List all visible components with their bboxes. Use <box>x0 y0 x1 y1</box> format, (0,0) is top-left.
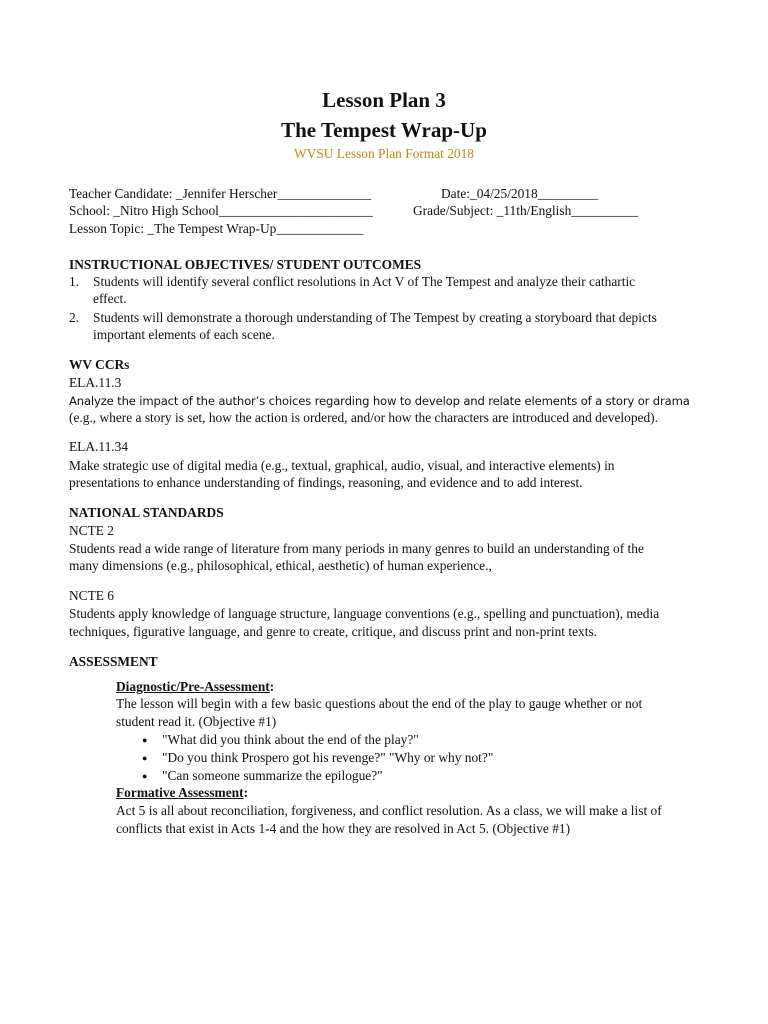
bullet-icon: ● <box>142 753 148 763</box>
standard-text: techniques, figurative language, and genre to create, critique, and discuss print and non-print texts. <box>69 624 598 639</box>
diagnostic-text: student read it. (Objective #1) <box>116 714 277 729</box>
objective-text: Students will identify several conflict resolutions in Act V of The Tempest and analyze their cathartic <box>93 274 636 289</box>
formative-text: Act 5 is all about reconciliation, forgiveness, and conflict resolution. As a class, we will make a list of <box>116 803 662 818</box>
lesson-date: Date:_04/25/2018_________ <box>441 186 598 201</box>
national-standards-heading: NATIONAL STANDARDS <box>69 505 224 520</box>
grade-subject: Grade/Subject: _11th/English__________ <box>413 203 639 218</box>
standard-text: Students read a wide range of literature from many periods in many genres to build an understanding of the <box>69 541 644 556</box>
school: School: _Nitro High School_______________________ <box>69 203 373 218</box>
assessment-heading: ASSESSMENT <box>69 654 158 669</box>
question-item: "What did you think about the end of the play?" <box>162 732 419 747</box>
objective-number: 2. <box>69 310 80 325</box>
teacher-candidate: Teacher Candidate: _Jennifer Herscher______________ <box>69 186 372 201</box>
format-note: WVSU Lesson Plan Format 2018 <box>293 146 475 161</box>
question-item: "Do you think Prospero got his revenge?" "Why or why not?" <box>162 750 494 765</box>
question-item: "Can someone summarize the epilogue?" <box>162 768 383 783</box>
objective-text: effect. <box>93 291 127 306</box>
formative-label <box>116 784 248 802</box>
standard-text: presentations to enhance understanding of findings, reasoning, and evidence and to add interest. <box>69 475 583 490</box>
objective-text: important elements of each scene. <box>93 327 275 342</box>
wv-ccrs-heading: WV CCRs <box>69 357 130 372</box>
diagnostic-label-text: Diagnostic/Pre-Assessment <box>116 679 270 694</box>
standard-text: Students apply knowledge of language structure, language conventions (e.g., spelling and punctuation), media <box>69 606 660 621</box>
formative-label-colon: : <box>243 785 249 800</box>
diagnostic-label <box>116 678 274 696</box>
objective-number: 1. <box>69 274 80 289</box>
diagnostic-text: The lesson will begin with a few basic questions about the end of the play to gauge whether or not <box>116 696 643 711</box>
bullet-icon: ● <box>142 735 148 745</box>
standard-text: Analyze the impact of the author’s choices regarding how to develop and relate elements of a story or drama <box>69 394 690 408</box>
objective-text: Students will demonstrate a thorough understanding of The Tempest by creating a storyboard that depicts <box>93 310 657 325</box>
lesson-topic: Lesson Topic: _The Tempest Wrap-Up_____________ <box>69 221 364 236</box>
standard-code: ELA.11.34 <box>69 439 129 454</box>
standard-text: Make strategic use of digital media (e.g., textual, graphical, audio, visual, and interactive elements) in <box>69 458 615 473</box>
standard-code: NCTE 2 <box>69 523 115 538</box>
doc-subtitle: The Tempest Wrap-Up <box>281 118 487 142</box>
diagnostic-label-colon: : <box>269 679 275 694</box>
standard-code: ELA.11.3 <box>69 375 122 390</box>
objectives-heading: INSTRUCTIONAL OBJECTIVES/ STUDENT OUTCOMES <box>69 257 422 272</box>
standard-code: NCTE 6 <box>69 588 115 603</box>
formative-text: conflicts that exist in Acts 1-4 and the how they are resolved in Act 5. (Objective #1) <box>116 821 571 836</box>
formative-label-text: Formative Assessment <box>116 785 244 800</box>
standard-text: (e.g., where a story is set, how the action is ordered, and/or how the characters are introduced and developed). <box>69 410 658 425</box>
doc-title: Lesson Plan 3 <box>322 88 446 112</box>
bullet-icon: ● <box>142 771 148 781</box>
standard-text: many dimensions (e.g., philosophical, ethical, aesthetic) of human experience., <box>69 558 492 573</box>
